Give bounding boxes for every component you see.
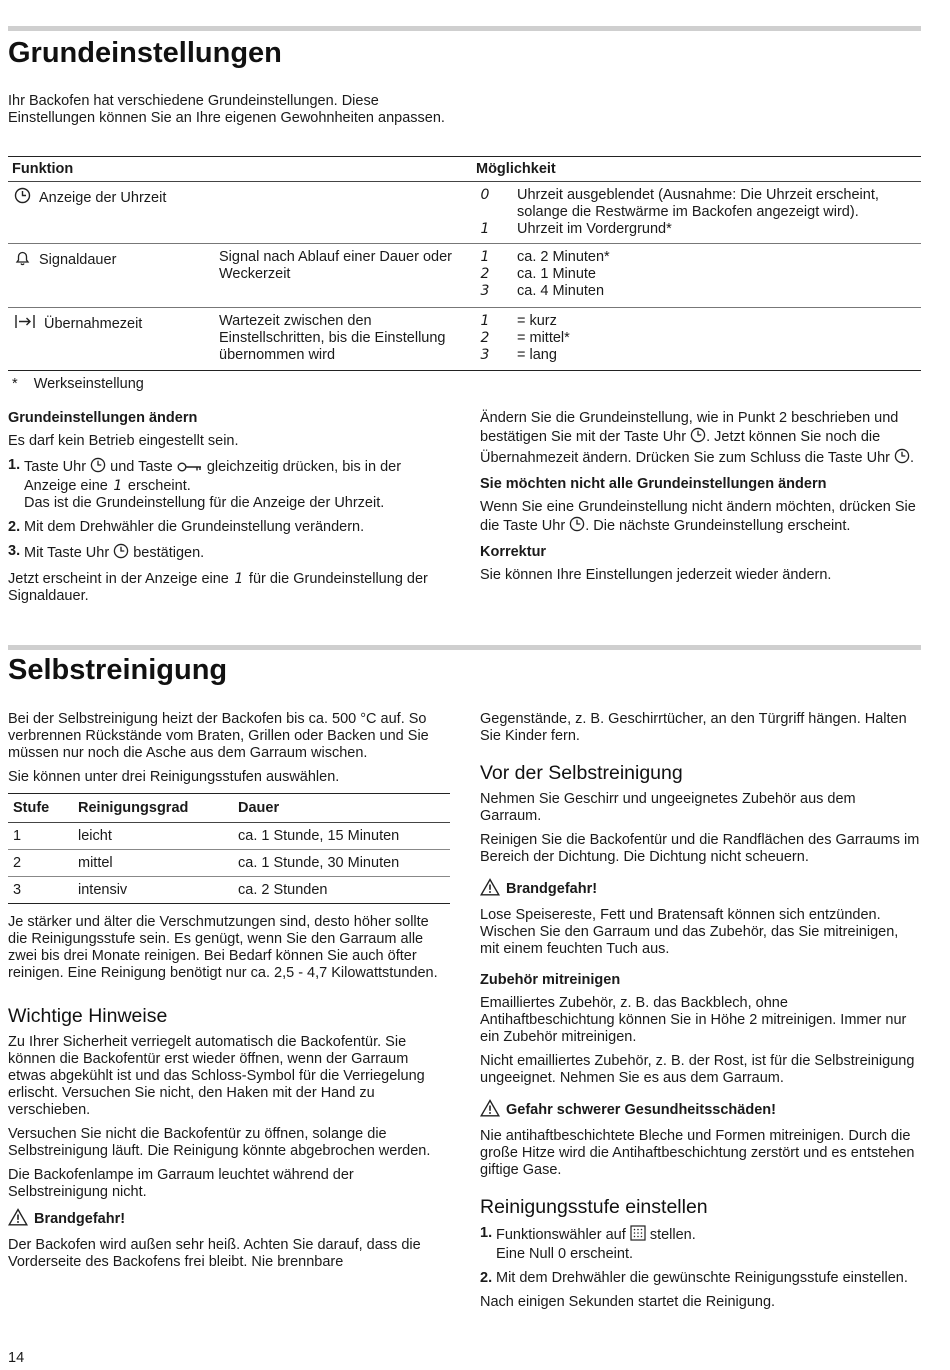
hinweis-paragraph: Zu Ihrer Sicherheit verriegelt automatisch die Backofentür. Sie können die Backofentür erst wieder öffnen, wenn der Garraum etwas abgekühlt ist und das Schloss-Symbol für die Verriegelung erlischt. Versuchen Sie nicht, den Haken mit der Hand zu verschieben. xyxy=(8,1034,425,1118)
vor-paragraph: Nehmen Sie Geschirr und ungeeignetes Zubehör aus dem Garraum. xyxy=(480,791,856,824)
list-item xyxy=(480,1270,920,1287)
table-footnote xyxy=(12,376,144,393)
display-code: 3 xyxy=(480,283,490,299)
row-options xyxy=(476,313,570,364)
display-code: 1 xyxy=(113,478,123,494)
section-rule-top xyxy=(8,26,921,31)
header-stufe: Stufe xyxy=(8,794,73,823)
not-all-heading: Sie möchten nicht alle Grundeinstellungen ändern xyxy=(480,476,827,492)
footnote-text: Werkseinstellung xyxy=(33,376,144,392)
list-item xyxy=(480,1225,920,1263)
korrektur-heading: Korrektur xyxy=(480,544,547,560)
step-text: und Taste xyxy=(110,459,173,475)
row-function xyxy=(14,249,116,271)
table-cell: mittel xyxy=(73,850,233,877)
list-item xyxy=(8,543,446,564)
reinigungsstufe-heading: Reinigungsstufe einstellen xyxy=(480,1196,708,1218)
table-row xyxy=(8,308,921,371)
final-paragraph: Nach einigen Sekunden startet die Reinigung. xyxy=(480,1294,776,1310)
step-number: 2. xyxy=(480,1270,493,1286)
option-text: = mittel* xyxy=(517,330,570,346)
change-settings-heading: Grundeinstellungen ändern xyxy=(8,410,198,426)
table-row xyxy=(8,850,450,877)
cleaning-levels-table xyxy=(8,793,450,904)
hinweis-paragraph: Versuchen Sie nicht die Backofentür zu öffnen, solange die Selbstreinigung läuft. Die Reinigung könnte abgebrochen werden. xyxy=(8,1126,431,1159)
function-name: Signaldauer xyxy=(39,251,117,268)
health-warning-paragraph: Nie antihaftbeschichtete Bleche und Formen mitreinigen. Durch die große Hitze wird die Antihaftbeschichtung zerstört und es entstehen giftige Gase. xyxy=(480,1128,915,1178)
step-number: 3. xyxy=(8,543,21,559)
step-note: Das ist die Grundeinstellung für die Anzeige der Uhrzeit. xyxy=(24,495,385,511)
table-cell: intensiv xyxy=(73,877,233,904)
header-funktion: Funktion xyxy=(12,161,74,177)
step-text: Taste Uhr xyxy=(24,459,87,475)
step-number: 2. xyxy=(8,519,21,535)
text-segment: . xyxy=(910,450,915,466)
display-code: 1 xyxy=(480,313,490,329)
option-item xyxy=(476,347,570,364)
header-reinigungsgrad: Reinigungsgrad xyxy=(73,794,233,823)
text-segment: Wenn Sie eine Grundeinstellung nicht ändern möchten, drücken Sie die Taste Uhr xyxy=(480,499,916,534)
table-cell: 2 xyxy=(8,850,73,877)
option-text: = kurz xyxy=(517,313,557,329)
table-cell: ca. 1 Stunde, 30 Minuten xyxy=(233,850,450,877)
text-segment: Ändern Sie die Grundeinstellung, wie in Punkt 2 beschrieben und bestätigen Sie mit der Taste Uhr xyxy=(480,410,899,445)
clock-icon xyxy=(894,448,910,469)
settings-table-header xyxy=(8,156,921,182)
hinweis-paragraph-continued: Gegenstände, z. B. Geschirrtücher, an den Türgriff hängen. Halten Sie Kinder fern. xyxy=(480,711,907,744)
table-cell: ca. 1 Stunde, 15 Minuten xyxy=(233,823,450,850)
text-segment: Jetzt erscheint in der Anzeige eine xyxy=(8,571,229,587)
list-item xyxy=(8,519,446,536)
clock-icon xyxy=(569,516,585,537)
header-dauer: Dauer xyxy=(233,794,450,823)
header-moeglichkeit: Möglichkeit xyxy=(476,161,556,177)
footnote-mark: * xyxy=(12,376,18,392)
display-code: 1 xyxy=(480,249,490,265)
table-cell: leicht xyxy=(73,823,233,850)
table-row xyxy=(8,244,921,308)
step-text: Funktionswähler auf xyxy=(496,1227,626,1243)
text-segment: . Jetzt können Sie noch die Übernahmezeit ändern. Drücken Sie zum Schluss die Taste Uhr xyxy=(480,429,890,466)
text-segment: für die Grundeinstellung der Signaldauer. xyxy=(8,571,428,604)
row-options xyxy=(476,249,610,300)
step-text: erscheint. xyxy=(127,478,191,494)
section-title-selbstreinigung: Selbstreinigung xyxy=(8,654,228,686)
display-code: 0 xyxy=(480,187,490,203)
step-number: 1. xyxy=(480,1225,493,1241)
soiling-paragraph: Je stärker und älter die Verschmutzungen sind, desto höher sollte die Reinigungsstufe sein. Es genügt, wenn Sie den Garraum alle zwei bis drei Monate reinigen. Bei Bedarf können Sie auch öfter reinigen. Eine Reinigung benötigt nur ca. 2,5 - 4,7 Kilowattstunden. xyxy=(8,914,438,981)
warning-triangle-icon xyxy=(480,1099,500,1122)
zubehoer-paragraph: Emailliertes Zubehör, z. B. das Backblech, ohne Antihaftbeschichtung können Sie in Höhe 2 mitreinigen. Immer nur ein Zubehör mitreinigen. xyxy=(480,995,907,1045)
option-item xyxy=(476,249,610,266)
table-cell: 3 xyxy=(8,877,73,904)
option-item xyxy=(476,266,610,283)
vor-paragraph: Reinigen Sie die Backofentür und die Randflächen des Garraums im Bereich der Dichtung. Die Dichtung nicht scheuern. xyxy=(480,832,920,865)
bell-icon xyxy=(14,249,31,271)
change-steps xyxy=(8,457,446,564)
option-text: ca. 1 Minute xyxy=(517,266,596,282)
hinweis-paragraph: Die Backofenlampe im Garraum leuchtet während der Selbstreinigung nicht. xyxy=(8,1167,354,1200)
warning-label: Brandgefahr! xyxy=(506,881,598,897)
step-text: Mit dem Drehwähler die gewünschte Reinigungsstufe einstellen. xyxy=(496,1270,908,1286)
step-text: bestätigen. xyxy=(133,545,205,561)
row-function xyxy=(14,187,166,209)
table-cell: 1 xyxy=(8,823,73,850)
function-description: Wartezeit zwischen den Einstellschritten, bis die Einstellung übernommen wird xyxy=(219,313,446,363)
option-item xyxy=(476,187,922,221)
warning-triangle-icon xyxy=(480,878,500,901)
step-text: gleichzeitig drücken, bis in der Anzeige eine xyxy=(24,459,402,494)
after-steps-text xyxy=(8,571,446,605)
display-code: 1 xyxy=(234,571,244,587)
precondition-text: Es darf kein Betrieb eingestellt sein. xyxy=(8,433,239,449)
self-cleaning-grid-icon xyxy=(630,1225,646,1246)
clock-icon xyxy=(14,187,31,209)
wichtige-hinweise-heading: Wichtige Hinweise xyxy=(8,1005,168,1027)
step-text: Mit dem Drehwähler die Grundeinstellung verändern. xyxy=(24,519,365,535)
settings-table xyxy=(8,156,921,371)
step-number: 1. xyxy=(8,457,21,473)
change-settings-right-column xyxy=(480,410,920,591)
intro-paragraph: Bei der Selbstreinigung heizt der Backofen bis ca. 500 °C auf. So verbrennen Rückstände vom Braten, Grillen oder Backen und Sie müssen nur noch die Asche aus dem Garraum wischen. xyxy=(8,711,429,761)
fire-warning xyxy=(8,1208,450,1231)
zubehoer-heading: Zubehör mitreinigen xyxy=(480,972,621,988)
warning-label: Brandgefahr! xyxy=(34,1211,126,1227)
change-settings-column xyxy=(8,410,446,612)
function-name: Übernahmezeit xyxy=(44,315,143,332)
vor-paragraph: Lose Speisereste, Fett und Bratensaft können sich entzünden. Wischen Sie den Garraum und das Zubehör, das Sie mitreinigen, mit einem feuchten Tuch aus. xyxy=(480,907,899,957)
transfer-arrow-icon xyxy=(14,313,36,335)
clock-icon xyxy=(90,457,106,478)
section-title-grundeinstellungen: Grundeinstellungen xyxy=(8,37,282,69)
text-segment: . Die nächste Grundeinstellung erscheint. xyxy=(585,518,851,534)
display-code: 2 xyxy=(480,266,490,282)
step-text: Mit Taste Uhr xyxy=(24,545,110,561)
not-all-paragraph xyxy=(480,499,920,537)
vor-der-selbstreinigung-heading: Vor der Selbstreinigung xyxy=(480,762,683,784)
cleaning-steps xyxy=(480,1225,920,1287)
list-item xyxy=(8,457,446,512)
display-code: 2 xyxy=(480,330,490,346)
row-options xyxy=(476,187,922,238)
table-row xyxy=(8,823,450,850)
korrektur-paragraph: Sie können Ihre Einstellungen jederzeit wieder ändern. xyxy=(480,567,832,583)
step-note: Eine Null 0 erscheint. xyxy=(496,1246,634,1262)
option-text: Uhrzeit ausgeblendet (Ausnahme: Die Uhrzeit erscheint, solange die Restwärme im Backofen angezeigt wird). xyxy=(517,187,879,220)
section-rule-selbstreinigung xyxy=(8,645,921,650)
selbstreinigung-right-column xyxy=(480,711,920,1318)
hinweis-paragraph: Der Backofen wird außen sehr heiß. Achten Sie darauf, dass die Vorderseite des Backofens frei bleibt. Nie brennbare xyxy=(8,1237,421,1270)
option-item xyxy=(476,283,610,300)
function-name: Anzeige der Uhrzeit xyxy=(39,189,167,206)
intro-paragraph: Ihr Backofen hat verschiedene Grundeinstellungen. Diese Einstellungen können Sie an Ihre eigenen Gewohnheiten anpassen. xyxy=(8,93,445,126)
table-row xyxy=(8,877,450,904)
zubehoer-paragraph: Nicht emailliertes Zubehör, z. B. der Rost, ist für die Selbstreinigung ungeeignet. Nehmen Sie es aus dem Garraum. xyxy=(480,1053,915,1086)
display-code: 1 xyxy=(480,221,490,237)
option-text: ca. 4 Minuten xyxy=(517,283,605,299)
option-text: = lang xyxy=(517,347,557,363)
option-item xyxy=(476,330,570,347)
clock-icon xyxy=(113,543,129,564)
function-description: Signal nach Ablauf einer Dauer oder Weckerzeit xyxy=(219,249,452,282)
warning-triangle-icon xyxy=(8,1208,28,1231)
page-number: 14 xyxy=(8,1350,25,1366)
table-row xyxy=(8,182,921,244)
step-text: stellen. xyxy=(649,1227,696,1243)
display-code: 3 xyxy=(480,347,490,363)
option-item xyxy=(476,221,922,238)
key-icon xyxy=(177,461,203,478)
clock-icon xyxy=(690,427,706,448)
option-item xyxy=(476,313,570,330)
option-text: Uhrzeit im Vordergrund* xyxy=(517,221,672,237)
row-function xyxy=(14,313,142,335)
health-warning xyxy=(480,1099,920,1122)
intro-paragraph: Sie können unter drei Reinigungsstufen auswählen. xyxy=(8,769,340,785)
warning-label: Gefahr schwerer Gesundheitsschäden! xyxy=(506,1102,776,1118)
confirm-paragraph xyxy=(480,410,920,469)
option-text: ca. 2 Minuten* xyxy=(517,249,610,265)
selbstreinigung-left-column xyxy=(8,711,450,1278)
fire-warning xyxy=(480,878,920,901)
table-header-row xyxy=(8,794,450,823)
table-cell: ca. 2 Stunden xyxy=(233,877,450,904)
